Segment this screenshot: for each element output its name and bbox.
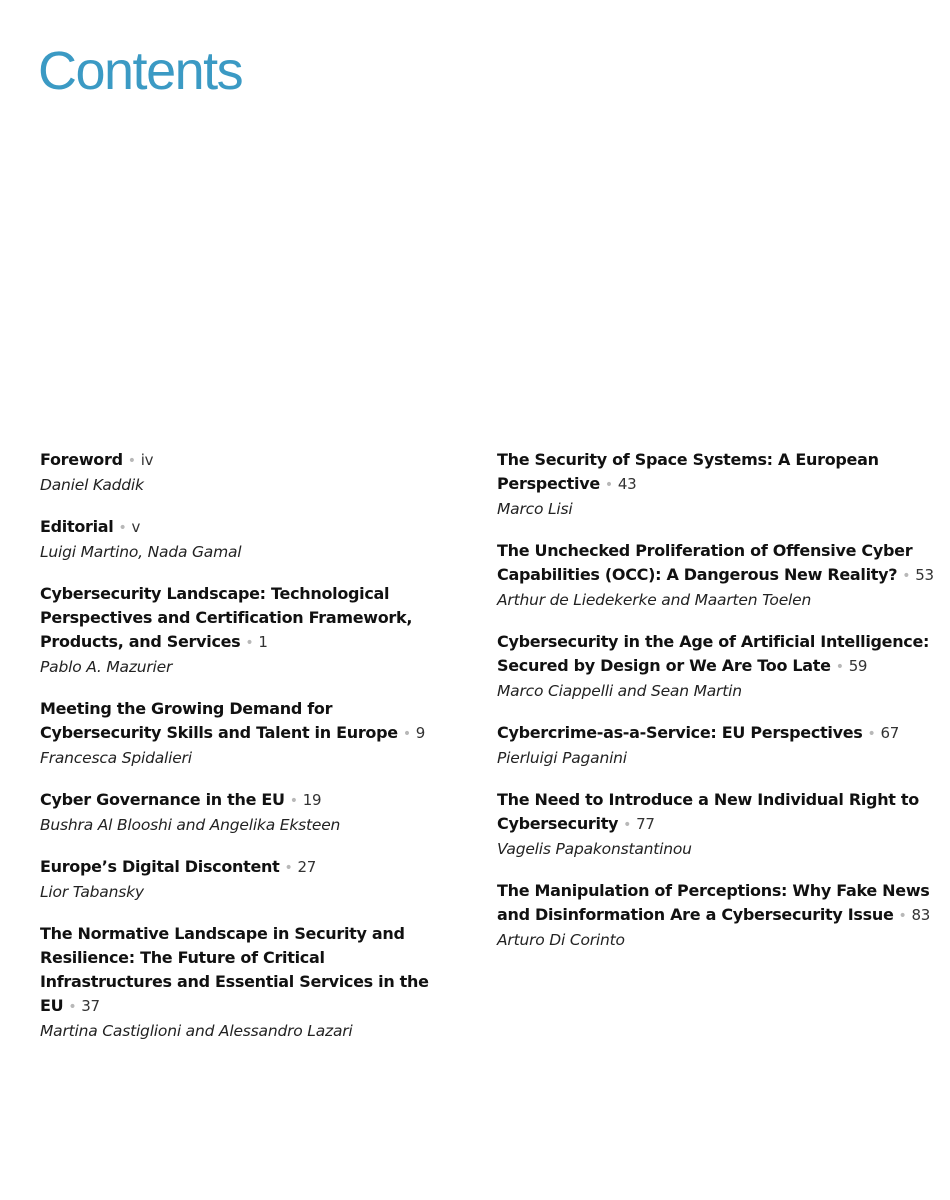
bullet-separator: • (402, 726, 411, 742)
toc-entry-authors: Marco Ciappelli and Sean Martin (497, 682, 742, 700)
toc-entry[interactable] (40, 448, 450, 497)
bullet-separator: • (68, 999, 77, 1015)
toc-entry-authors: Vagelis Papakonstantinou (497, 840, 692, 858)
toc-entry[interactable] (497, 721, 937, 770)
toc-entry-title-line (40, 855, 450, 880)
bullet-separator: • (604, 477, 613, 493)
toc-entry-page-number: 9 (415, 724, 426, 742)
toc-entry-title-line (40, 788, 450, 813)
toc-entry-authors: Arturo Di Corinto (497, 931, 625, 949)
toc-right-column (497, 448, 937, 970)
toc-entry-title: The Security of Space Systems: A European Perspective (497, 450, 879, 493)
bullet-separator: • (902, 568, 911, 584)
toc-entry-page-number: 43 (617, 475, 637, 493)
toc-entry-page-number: 19 (302, 791, 322, 809)
toc-entry-title: Cybercrime-as-a-Service: EU Perspectives (497, 723, 863, 742)
toc-entry-title: The Need to Introduce a New Individual Right to Cybersecurity (497, 790, 919, 833)
toc-entry-authors: Pierluigi Paganini (497, 749, 627, 767)
toc-entry-page-number: v (131, 518, 141, 536)
toc-entry[interactable] (40, 697, 450, 770)
bullet-separator: • (867, 726, 876, 742)
toc-entry-title-line (497, 788, 937, 837)
toc-entry-authors: Bushra Al Blooshi and Angelika Eksteen (40, 816, 341, 834)
toc-left-column (40, 448, 450, 1061)
toc-entry-title-line (40, 697, 450, 746)
toc-entry-title-line (40, 922, 450, 1019)
toc-entry-authors: Marco Lisi (497, 500, 573, 518)
toc-entry-page-number: 37 (81, 997, 100, 1015)
toc-entry-title-line (40, 582, 450, 655)
toc-entry-authors: Lior Tabansky (40, 883, 144, 901)
toc-entry[interactable] (497, 788, 937, 861)
toc-entry-title-line (497, 630, 937, 679)
toc-entry-title-line (497, 879, 937, 928)
bullet-separator: • (127, 453, 136, 469)
toc-entry-authors: Francesca Spidalieri (40, 749, 192, 767)
toc-entry-title: Cybersecurity in the Age of Artificial Intelligence: Secured by Design or We Are Too Late (497, 632, 930, 675)
toc-entry-title: Meeting the Growing Demand for Cybersecurity Skills and Talent in Europe (40, 699, 398, 742)
toc-entry-title-line (497, 448, 937, 497)
toc-entry-authors: Luigi Martino, Nada Gamal (40, 543, 242, 561)
toc-entry[interactable] (497, 448, 937, 521)
toc-entry-title: The Normative Landscape in Security and Resilience: The Future of Critical Infrastructures and Essential Services in the EU (40, 924, 429, 1015)
bullet-separator: • (245, 635, 254, 651)
toc-entry-authors: Daniel Kaddik (40, 476, 144, 494)
bullet-separator: • (284, 860, 293, 876)
toc-entry-title: Cybersecurity Landscape: Technological Perspectives and Certification Framework, Products, and Services (40, 584, 413, 651)
toc-entry-page-number: 83 (911, 906, 930, 924)
page-title: Contents (38, 41, 243, 101)
toc-entry-authors: Pablo A. Mazurier (40, 658, 173, 676)
toc-entry-page-number: 53 (915, 566, 934, 584)
bullet-separator: • (118, 520, 127, 536)
toc-entry-page-number: 1 (258, 633, 268, 651)
bullet-separator: • (835, 659, 844, 675)
toc-entry-title: Europe’s Digital Discontent (40, 857, 280, 876)
bullet-separator: • (623, 817, 632, 833)
toc-entry-authors: Arthur de Liedekerke and Maarten Toelen (497, 591, 812, 609)
toc-entry[interactable] (40, 582, 450, 679)
toc-entry-title: The Manipulation of Perceptions: Why Fake News and Disinformation Are a Cybersecurity Issue (497, 881, 930, 924)
bullet-separator: • (289, 793, 298, 809)
bullet-separator: • (898, 908, 907, 924)
toc-entry-title-line (40, 515, 450, 540)
toc-entry-title: Foreword (40, 450, 123, 469)
toc-entry-page-number: iv (140, 451, 154, 469)
toc-entry-title-line (40, 448, 450, 473)
toc-entry-title: Editorial (40, 517, 114, 536)
toc-entry-title: The Unchecked Proliferation of Offensive Cyber Capabilities (OCC): A Dangerous New Reality? (497, 541, 913, 584)
toc-entry-title: Cyber Governance in the EU (40, 790, 285, 809)
toc-entry-page-number: 59 (848, 657, 868, 675)
toc-entry-title-line (497, 721, 937, 746)
toc-entry[interactable] (497, 630, 937, 703)
toc-entry[interactable] (497, 879, 937, 952)
toc-entry-authors: Martina Castiglioni and Alessandro Lazari (40, 1022, 353, 1040)
toc-entry[interactable] (40, 855, 450, 904)
toc-entry[interactable] (497, 539, 937, 612)
toc-entry[interactable] (40, 515, 450, 564)
toc-entry[interactable] (40, 788, 450, 837)
toc-entry-page-number: 77 (636, 815, 655, 833)
toc-entry[interactable] (40, 922, 450, 1043)
toc-entry-page-number: 27 (297, 858, 316, 876)
toc-entry-page-number: 67 (880, 724, 899, 742)
toc-entry-title-line (497, 539, 937, 588)
